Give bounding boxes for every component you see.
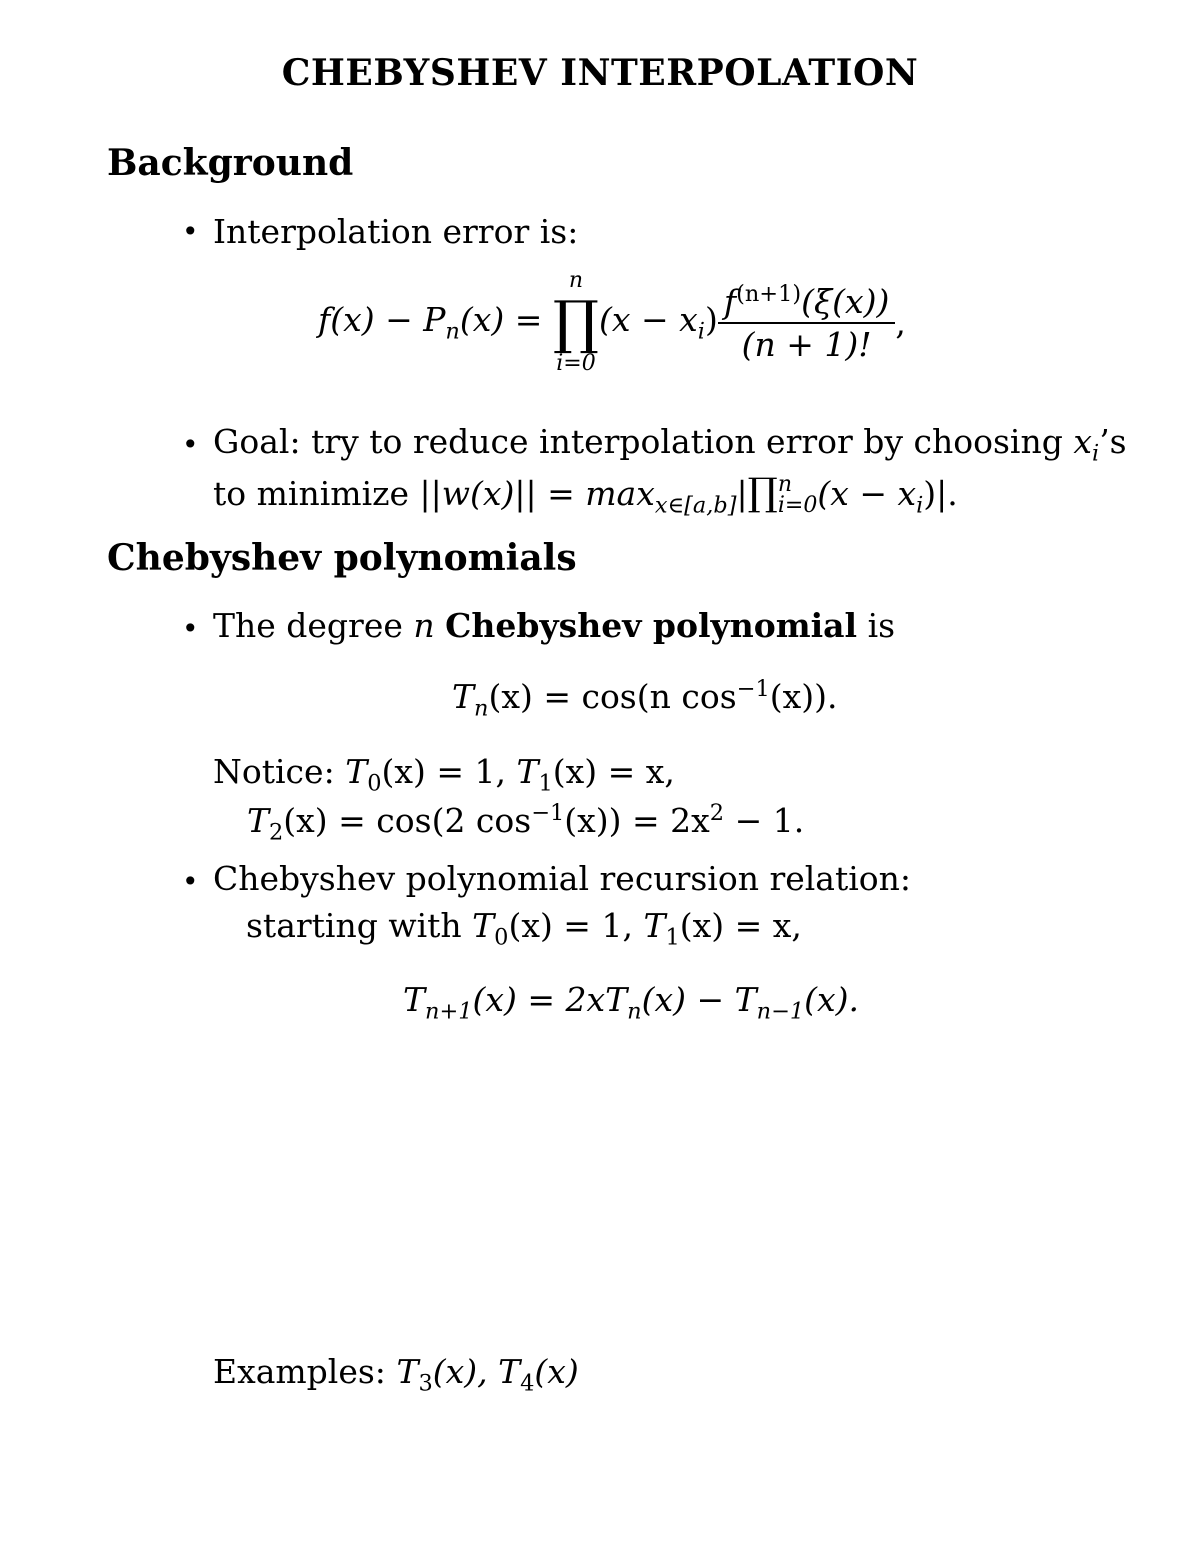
examples-label: Examples: (213, 1352, 386, 1391)
notice-label: Notice: (213, 752, 335, 791)
heading-background: Background (107, 142, 354, 184)
notice-T2: T (247, 801, 270, 840)
fraction-denominator: (n + 1)! (741, 324, 872, 364)
def-rest: (x) = cos(n cos (488, 677, 737, 716)
notice-T1-tail: (x) = x, (552, 752, 675, 791)
rec-T-sub: n+1 (425, 998, 473, 1025)
examples-T3-sub: 3 (418, 1370, 433, 1397)
goal-var: x (1073, 422, 1092, 461)
notice-T2-tail: − 1. (734, 801, 805, 840)
fraction-numerator-tail: (ξ(x)) (801, 281, 890, 321)
goal-var-sub: i (1092, 440, 1100, 467)
rec-T: T (403, 980, 426, 1019)
equation-chebyshev-definition (452, 676, 837, 722)
goal-abs-open: | (736, 474, 748, 513)
recursion-T1-sub: 1 (665, 924, 680, 951)
notice-T1: T (516, 752, 539, 791)
bullet-text-goal-line2 (213, 470, 958, 519)
examples-T4-tail: (x) (534, 1352, 579, 1391)
bullet-text-recursion-line2 (246, 906, 802, 951)
def-sup: −1 (736, 676, 770, 702)
notice-T0: T (345, 752, 368, 791)
goal-close: )|. (923, 474, 958, 513)
rec-mid2: (x) − T (641, 980, 757, 1019)
eq-lhs-tail: (x) = (459, 300, 543, 340)
notice-T2-mid2: (x)) = 2x (564, 801, 710, 840)
notice-line2 (247, 800, 804, 846)
recursion-T0: T (472, 906, 495, 945)
eq-factor-sub: i (697, 318, 705, 345)
notice-T0-tail: (x) = 1, (381, 752, 506, 791)
bullet-text-recursion-line1: Chebyshev polynomial recursion relation: (213, 859, 912, 898)
definition-pre: The degree (213, 606, 403, 645)
equation-recursion (403, 980, 859, 1025)
product-symbol: ∏ (552, 288, 600, 356)
recursion-T1: T (643, 906, 666, 945)
goal-norm: ||w(x)|| = max (419, 474, 655, 513)
error-fraction (718, 280, 896, 366)
fraction-numerator-sup: (n+1) (736, 280, 802, 307)
bullet-icon: • (182, 428, 199, 461)
goal-line2-pre: to minimize (213, 474, 410, 513)
notice-T1-sub: 1 (538, 770, 553, 797)
eq-factor: (x − x (599, 300, 698, 340)
goal-text: Goal: try to reduce interpolation error by choosing (213, 422, 1063, 461)
examples-T4: T (498, 1352, 521, 1391)
recursion-T0-sub: 0 (494, 924, 509, 951)
def-tail: (x)). (769, 677, 838, 716)
bullet-icon: • (182, 865, 199, 898)
def-T-sub: n (474, 695, 489, 722)
notice-T0-sub: 0 (367, 770, 382, 797)
product-upper-limit: n (568, 268, 584, 293)
notice-T2-square: 2 (709, 800, 725, 826)
eq-factor-close: ) (704, 300, 718, 340)
examples-line (213, 1352, 579, 1397)
bullet-text-definition (213, 606, 895, 645)
rec-mid: (x) = 2xT (472, 980, 628, 1019)
recursion-T0-tail: (x) = 1, (508, 906, 633, 945)
goal-product-symbol: ∏ (747, 470, 778, 514)
notice-T2-mid: (x) = cos(2 cos (283, 801, 532, 840)
recursion-pre: starting with (246, 906, 462, 945)
goal-product-sub: i=0 (777, 493, 818, 518)
goal-product-sup: n (777, 472, 793, 498)
examples-T3-tail: (x), (432, 1352, 488, 1391)
definition-bold: Chebyshev polynomial (445, 606, 858, 645)
bullet-text-goal-line1 (213, 422, 1127, 467)
eq-comma: , (895, 302, 906, 342)
goal-max-sub: x∈[a,b] (654, 492, 737, 519)
definition-var: n (413, 606, 435, 645)
product-operator (553, 270, 599, 375)
definition-post: is (867, 606, 896, 645)
eq-lhs: f(x) − P (318, 300, 446, 340)
goal-factor-sub: i (916, 492, 924, 519)
examples-T3: T (396, 1352, 419, 1391)
rec-tail: (x). (804, 980, 860, 1019)
bullet-text-interpolation-error: Interpolation error is: (213, 212, 579, 251)
heading-chebyshev-polynomials: Chebyshev polynomials (107, 537, 577, 579)
notice-line1 (213, 752, 675, 797)
bullet-icon: • (182, 612, 199, 645)
fraction-numerator: f (723, 281, 737, 321)
goal-factor: (x − x (817, 474, 917, 513)
product-lower-limit: i=0 (556, 350, 596, 376)
equation-interpolation-error (318, 270, 906, 375)
rec-mid-sub: n (627, 998, 642, 1025)
examples-T4-sub: 4 (520, 1370, 535, 1397)
def-T: T (452, 677, 475, 716)
notice-T2-sub: 2 (269, 819, 284, 846)
rec-mid2-sub: n−1 (756, 998, 805, 1025)
notice-T2-sup: −1 (531, 800, 565, 826)
recursion-T1-tail: (x) = x, (679, 906, 802, 945)
eq-lhs-sub: n (445, 318, 460, 345)
goal-var-tail: ’s (1099, 422, 1127, 461)
page-title: CHEBYSHEV INTERPOLATION (281, 52, 919, 94)
bullet-icon: • (182, 215, 199, 248)
